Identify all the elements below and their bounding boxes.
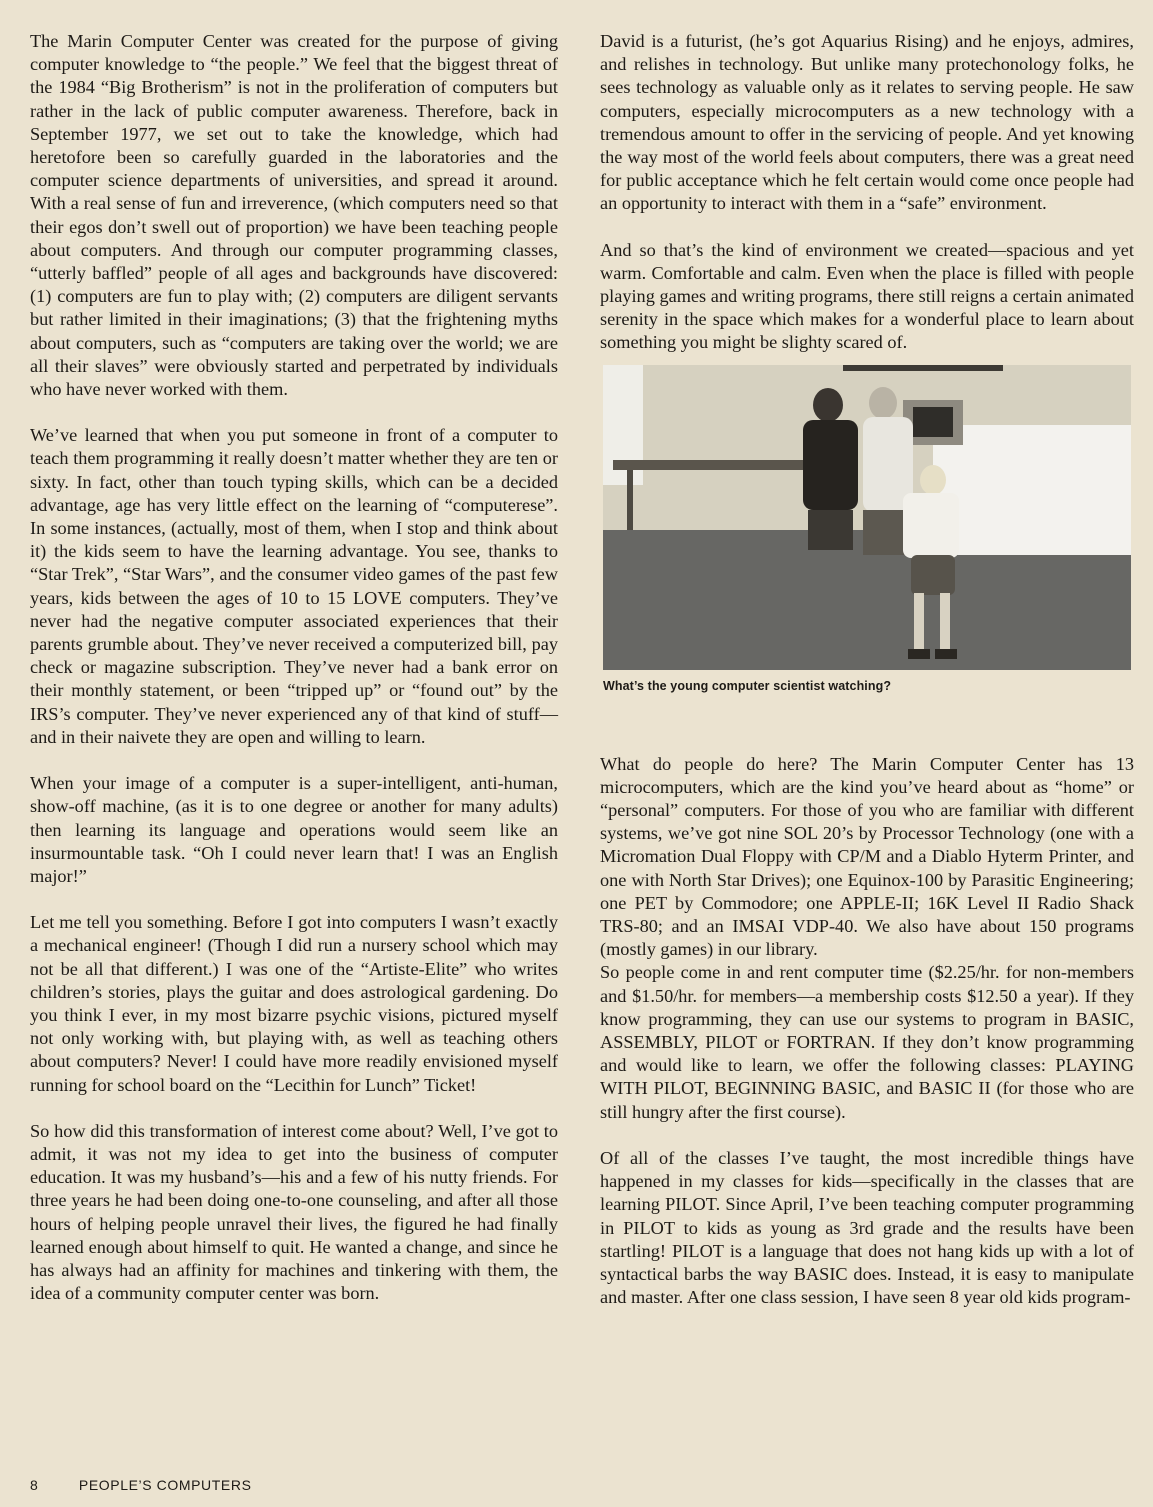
page-footer [30,1477,252,1493]
paragraph: Let me tell you something. Before I got into computers I wasn’t exactly a mechanical engineer! (Though I did run a nursery school which may not be all that different.) I was one of the “Artiste-Elite” who writes children’s stories, plays the guitar and does astrological gardening. Do you think I ever, in my most bizarre psychic visions, pictured myself not only working with, but playing with, as well as teaching others about computers? Never! I could have more readily envisioned myself running for school board on the “Lecithin for Lunch” Ticket! [30,912,558,1095]
paragraph: So people come in and rent computer time ($2.25/hr. for non-members and $1.50/hr. for members—a membership costs $12.50 a year). If they know programming, they can use our systems to program in BASIC, ASSEMBLY, PILOT or FORTRAN. If they don’t know programming and would like to learn, we offer the following classes: PLAYING WITH PILOT, BEGINNING BASIC, and BASIC II (for those who are still hungry after the first course). [600,962,1134,1122]
photo-figure [603,365,1131,693]
publication-name: PEOPLE’S COMPUTERS [78,1477,252,1493]
paragraph: We’ve learned that when you put someone in front of a computer to teach them programming it really doesn’t matter whether they are ten or sixty. In fact, other than touch typing skills, which can be a decided advantage, age has very little effect on the learning of “computerese”. In some instances, (actually, most of them, when I stop and think about it) the kids seem to have the learning advantage. You see, thanks to “Star Trek”, “Star Wars”, and the consumer video games of the past few years, kids between the ages of 10 to 15 LOVE computers. They’ve never had the negative computer associated experiences that their parents grumble about. They’ve never received a computerized bill, pay check or magazine subscription. They’ve never had a bank error on their monthly statement, or been “tripped up” or “found out” by the IRS’s computer. They’ve never experienced any of that kind of stuff—and in their naivete they are open and willing to learn. [30,425,558,747]
paragraph: David is a futurist, (he’s got Aquarius Rising) and he enjoys, admires, and relishes in technology. But unlike many protechonology folks, he sees technology as valuable only as it relates to serving people. He saw computers, especially microcomputers as a new technology with a tremendous amount to offer in the servicing of people. And yet knowing the way most of the world feels about computers, there was a great need for public acceptance which he felt certain would come once people had an opportunity to interact with them in a “safe” environment. [600,31,1134,214]
right-column [600,30,1134,1309]
left-column [30,30,558,1305]
paragraph: When your image of a computer is a super-intelligent, anti-human, show-off machine, (as it is to one degree or another for many adults) then learning its language and operations would seem like an insurmountable task. “Oh I could never learn that! I was an English major!” [30,773,558,886]
paragraph: What do people do here? The Marin Computer Center has 13 microcomputers, which are the kind you’ve heard about as “home” or “personal” computers. For those of you who are familiar with different systems, we’ve got nine SOL 20’s by Processor Technology (one with a Micromation Dual Floppy with CP/M and a Diablo Hyterm Printer, and one with North Star Drives); one Equinox-100 by Parasitic Engineering; one PET by Commodore; one APPLE-II; 16K Level II Radio Shack TRS-80; and an IMSAI VDP-40. We also have about 150 programs (mostly games) in our library. [600,753,1134,960]
page-number: 8 [30,1477,39,1493]
paragraph: And so that’s the kind of environment we created—spacious and yet warm. Comfortable and calm. Even when the place is filled with people playing games and writing programs, there still reigns a certain animated serenity in the space which makes for a wonderful place to learn about something you might be slighty scared of. [600,239,1134,353]
paragraph: Of all of the classes I’ve taught, the most incredible things have happened in my classes for kids—specifically in the classes that are learning PILOT. Since April, I’ve been teaching computer programming in PILOT to kids as young as 3rd grade and the results have been startling! PILOT is a language that does not hang kids up with a lot of syntactical barbs the way BASIC does. Instead, it is easy to manipulate and master. After one class session, I have seen 8 year old kids program- [600,1147,1134,1308]
photo-caption: What’s the young computer scientist watching? [603,678,892,693]
paragraph: The Marin Computer Center was created for the purpose of giving computer knowledge to “the people.” We feel that the biggest threat of the 1984 “Big Brotherism” is not in the proliferation of computers but rather in the lack of public computer awareness. Therefore, back in September 1977, we set out to take the knowledge, which had heretofore been so carefully guarded in the laboratories and the computer science departments of universities, and spread it around. With a real sense of fun and irreverence, (which computers need so that their egos don’t swell out of proportion) we have been teaching people about computers. And through our computer programming classes, “utterly baffled” people of all ages and backgrounds have discovered: (1) computers are fun to play with; (2) computers are diligent servants but rather limited in their imaginations; (3) that the frightening myths about computers, such as “computers are taking over the world; we are all their slaves” were obviously started and perpetrated by individuals who have never worked with them. [30,31,558,400]
classroom-photo [603,365,1131,670]
paragraph: So how did this transformation of interest come about? Well, I’ve got to admit, it was not my idea to get into the business of computer education. It was my husband’s—his and a few of his nutty friends. For three years he had been doing one-to-one counseling, and after all those hours of helping people unravel their lives, the figured he had finally learned enough about himself to quit. He wanted a change, and since he has always had an affinity for machines and tinkering with them, the idea of a community computer center was born. [30,1120,558,1304]
